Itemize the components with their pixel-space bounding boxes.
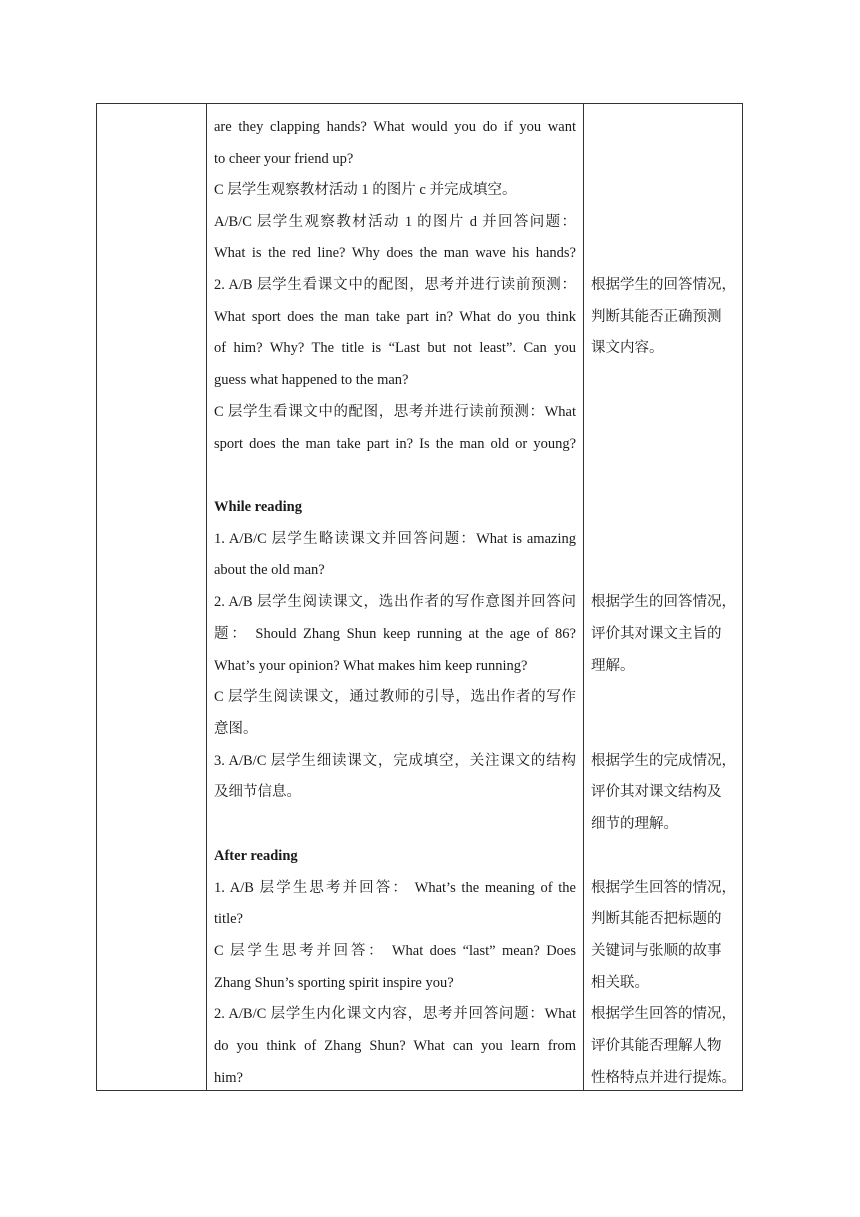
after-reading-heading: After reading [214,848,298,864]
assessment-line: 关键词与张顺的故事 [591,943,722,959]
lesson-plan-table [96,103,743,1091]
activity-line: Zhang Shun’s sporting spirit inspire you? [214,975,454,991]
assessment-line: 相关联。 [591,975,649,991]
activity-line: 及细节信息。 [214,784,301,800]
assessment-line: 理解。 [591,658,635,674]
activity-line: are they clapping hands? What would you do if you want [214,119,576,135]
assessment-line: 根据学生回答的情况， [591,880,736,896]
activity-line: do you think of Zhang Shun? What can you learn from [214,1038,576,1054]
assessment-line: 评价其对课文结构及 [591,784,722,800]
activity-line: guess what happened to the man? [214,372,409,388]
activity-line: What’s your opinion? What makes him keep running? [214,658,528,674]
assessment-line: 评价其对课文主旨的 [591,626,722,642]
assessment-line: 根据学生的完成情况， [591,753,736,769]
assessment-line: 根据学生的回答情况， [591,594,736,610]
activity-line: 1. A/B 层学生思考并回答： What’s the meaning of the [214,880,576,896]
activity-line: 2. A/B/C 层学生内化课文内容，思考并回答问题：What [214,1006,576,1022]
assessment-column [584,104,738,1090]
assessment-line: 课文内容。 [591,340,664,356]
activity-line: 1. A/B/C 层学生略读课文并回答问题：What is amazing [214,531,576,547]
activity-line: What sport does the man take part in? What do you think [214,309,576,325]
activity-line: of him? Why? The title is “Last but not least”. Can you [214,340,576,356]
activity-line: What is the red line? Why does the man wave his hands? [214,245,576,261]
assessment-line: 根据学生的回答情况， [591,277,736,293]
activity-line: about the old man? [214,562,325,578]
activity-line: sport does the man take part in? Is the man old or young? [214,436,576,452]
activity-line: 意图。 [214,721,258,737]
activity-column [206,104,580,1090]
assessment-line: 判断其能否正确预测 [591,309,722,325]
assessment-line: 评价其能否理解人物 [591,1038,722,1054]
activity-line: him? [214,1070,243,1086]
activity-line: A/B/C 层学生观察教材活动 1 的图片 d 并回答问题： [214,214,576,230]
activity-line: title? [214,911,243,927]
assessment-line: 性格特点并进行提炼。 [591,1070,736,1086]
assessment-line: 根据学生回答的情况， [591,1006,736,1022]
assessment-line: 细节的理解。 [591,816,678,832]
activity-line: 3. A/B/C 层学生细读课文，完成填空，关注课文的结构 [214,753,576,769]
activity-line: C 层学生阅读课文，通过教师的引导，选出作者的写作 [214,689,576,705]
activity-line: 2. A/B 层学生看课文中的配图，思考并进行读前预测： [214,277,576,293]
activity-line: to cheer your friend up? [214,151,354,167]
while-reading-heading: While reading [214,499,302,515]
activity-line: C 层学生看课文中的配图，思考并进行读前预测：What [214,404,576,420]
activity-line: 2. A/B 层学生阅读课文，选出作者的写作意图并回答问 [214,594,576,610]
activity-line: C 层学生观察教材活动 1 的图片 c 并完成填空。 [214,182,517,198]
assessment-line: 判断其能否把标题的 [591,911,722,927]
activity-line: C 层学生思考并回答： What does “last” mean? Does [214,943,576,959]
activity-line: 题： Should Zhang Shun keep running at the age of 86? [214,626,576,642]
